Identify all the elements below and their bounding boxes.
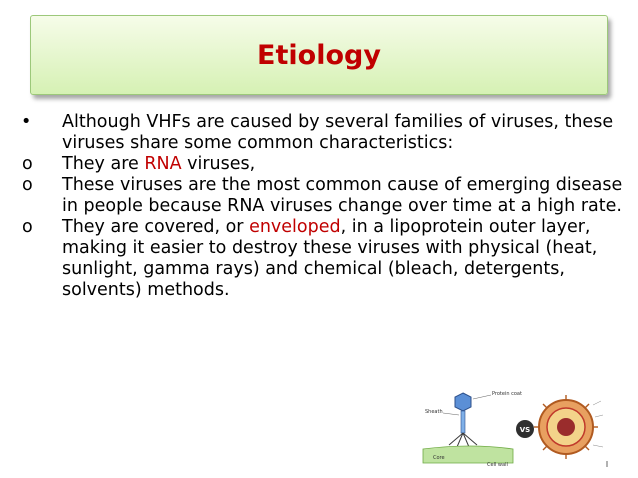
sub-bullet-marker: o [22, 154, 33, 174]
point-text-pre: They are [62, 154, 145, 174]
slide-body [0, 112, 630, 301]
point-enveloped [0, 217, 630, 301]
point-text-post: , in a lipoprotein outer layer, making it easier to destroy these viruses with physical (heat, sunlight, gamma rays) and chemical (bleach, detergents, solvents) methods. [62, 217, 598, 300]
title-box [30, 15, 608, 95]
point-text-post: viruses, [181, 154, 256, 174]
core-label: Core [433, 455, 445, 461]
intro-bullet [0, 112, 630, 154]
point-text-pre: They are covered, or [62, 217, 250, 237]
sub-bullet-marker: o [22, 175, 33, 195]
cell-wall-label: Cell wall [487, 462, 508, 468]
point-highlight: RNA [144, 154, 182, 174]
intro-text: Although VHFs are caused by several families of viruses, these viruses share some common characteristics: [62, 112, 614, 153]
bullet-marker: • [21, 112, 32, 132]
point-text-pre: These viruses are the most common cause of emerging disease in people because RNA viruses change over time at a high rate. [62, 175, 623, 216]
point-highlight: enveloped [249, 217, 341, 237]
protein-coat-label: Protein coat [492, 391, 522, 397]
vs-label: VS [519, 426, 531, 434]
virus-illustration [421, 387, 610, 468]
point-emerging-disease [0, 175, 630, 217]
sub-bullet-marker: o [22, 217, 33, 237]
virus-diagram [421, 387, 610, 468]
point-rna [0, 154, 630, 175]
slide-title: Etiology [257, 40, 381, 71]
sheath-label: Sheath [425, 409, 443, 415]
enveloped-virus-icon [534, 395, 598, 459]
